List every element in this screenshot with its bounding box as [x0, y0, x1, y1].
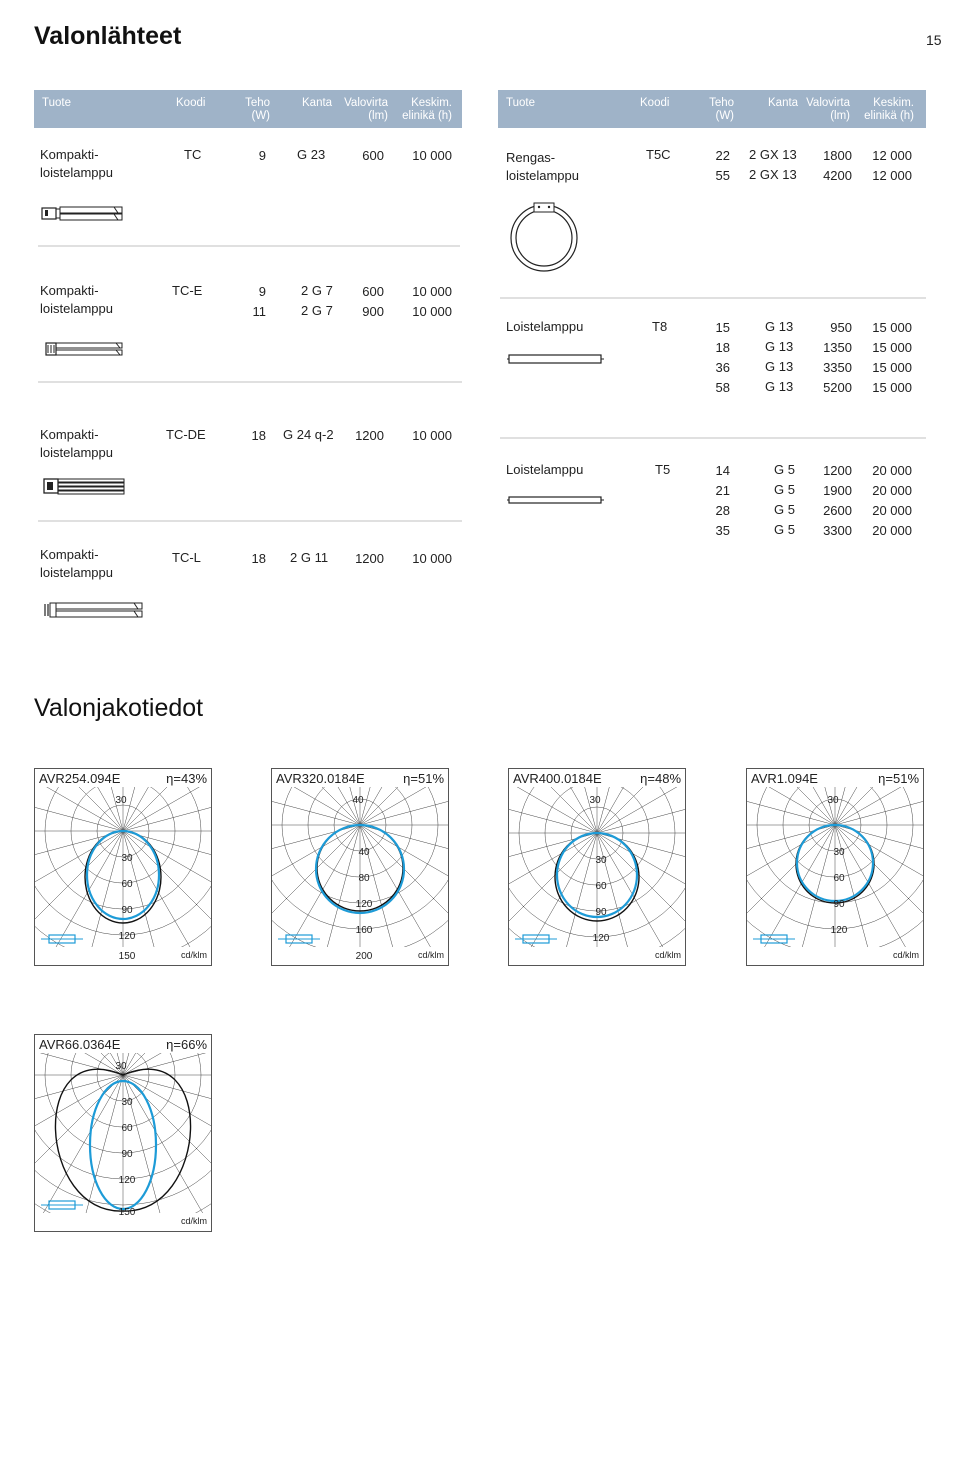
grid-ray — [123, 831, 211, 893]
grid-ray — [123, 1075, 211, 1195]
tc-lamp-icon — [40, 204, 126, 222]
grid-ray — [835, 825, 923, 887]
header-koodi: Koodi — [640, 97, 670, 109]
valovirta-value: 1200 — [823, 463, 852, 478]
header-elinika: Keskim. elinikä (h) — [864, 97, 914, 122]
kanta-value: G 24 q-2 — [283, 427, 334, 442]
teho-value: 55 — [715, 168, 730, 183]
diagram-efficiency: η=51% — [878, 771, 919, 786]
kanta-value: G 5 — [774, 462, 795, 477]
tc-de-lamp-icon — [42, 476, 128, 496]
scale-label: 150 — [118, 1207, 136, 1218]
light-distribution-diagram — [34, 768, 212, 966]
grid-ray — [35, 831, 123, 893]
elinika-value: 20 000 — [872, 483, 912, 498]
kanta-value: G 13 — [765, 379, 794, 394]
valovirta-value: 1900 — [823, 483, 852, 498]
scale-label: 150 — [118, 951, 136, 962]
grid-ray — [123, 1075, 211, 1231]
product-code: T5 — [655, 462, 671, 477]
unit-label: cd/klm — [180, 950, 207, 960]
grid-ray — [835, 825, 923, 965]
scale-label-top: 30 — [115, 795, 127, 806]
grid-ray — [35, 1075, 123, 1195]
valovirta-value: 1200 — [355, 428, 384, 443]
elinika-value: 10 000 — [412, 284, 452, 299]
scale-label: 200 — [355, 951, 373, 962]
scale-label: 90 — [595, 907, 607, 918]
header-teho: Teho (W) — [709, 97, 734, 122]
diagram-efficiency: η=51% — [403, 771, 444, 786]
elinika-value: 10 000 — [412, 148, 452, 163]
grid-ray — [835, 825, 923, 945]
scale-label: 40 — [358, 847, 370, 858]
product-code: T5C — [646, 147, 671, 162]
valovirta-value: 3350 — [823, 360, 852, 375]
header-tuote: Tuote — [42, 97, 71, 109]
product-name: loistelamppu — [40, 165, 113, 180]
diagram-code: AVR254.094E — [39, 771, 121, 786]
grid-ray — [747, 825, 835, 945]
valovirta-value: 900 — [362, 304, 384, 319]
header-valovirta: Valovirta (lm) — [344, 97, 388, 122]
product-code: TC-L — [172, 550, 201, 565]
valovirta-value: 3300 — [823, 523, 852, 538]
scale-label: 60 — [121, 1123, 133, 1134]
light-distribution-diagram — [271, 768, 449, 966]
scale-label: 30 — [833, 847, 845, 858]
elinika-value: 20 000 — [872, 503, 912, 518]
kanta-value: 2 GX 13 — [749, 167, 797, 182]
polar-plot — [509, 769, 685, 965]
elinika-value: 12 000 — [872, 148, 912, 163]
scale-label: 60 — [833, 873, 845, 884]
grid-ray — [35, 1075, 123, 1137]
product-code: TC — [184, 147, 202, 162]
product-name: Kompakti- — [40, 547, 99, 562]
divider — [38, 381, 462, 383]
kanta-value: G 5 — [774, 502, 795, 517]
header-elinika: Keskim. elinikä (h) — [402, 97, 452, 122]
valovirta-value: 600 — [362, 284, 384, 299]
page-number: 15 — [926, 32, 942, 48]
polar-plot — [747, 769, 923, 965]
scale-label: 90 — [833, 899, 845, 910]
diagram-code: AVR320.0184E — [276, 771, 365, 786]
grid-ray — [272, 825, 360, 945]
scale-label: 30 — [121, 1097, 133, 1108]
scale-label: 120 — [355, 899, 373, 910]
scale-label: 90 — [121, 905, 133, 916]
grid-ray — [747, 825, 835, 965]
diagram-efficiency: η=43% — [166, 771, 207, 786]
diagram-efficiency: η=66% — [166, 1037, 207, 1052]
grid-ray — [35, 1075, 123, 1231]
valovirta-value: 1350 — [823, 340, 852, 355]
elinika-value: 20 000 — [872, 523, 912, 538]
teho-value: 9 — [258, 284, 266, 299]
scale-label: 120 — [118, 931, 136, 942]
kanta-value: G 5 — [774, 522, 795, 537]
scale-label: 60 — [595, 881, 607, 892]
grid-ray — [123, 1075, 211, 1137]
header-valovirta: Valovirta (lm) — [806, 97, 850, 122]
valovirta-value: 2600 — [823, 503, 852, 518]
valovirta-value: 950 — [830, 320, 852, 335]
unit-label: cd/klm — [654, 950, 681, 960]
valovirta-value: 1200 — [355, 551, 384, 566]
teho-value: 22 — [715, 148, 730, 163]
elinika-value: 10 000 — [412, 304, 452, 319]
product-name: Rengas- — [506, 150, 556, 165]
valovirta-value: 600 — [362, 148, 384, 163]
valovirta-value: 1800 — [823, 148, 852, 163]
scale-label-top: 30 — [827, 795, 839, 806]
kanta-value: 2 GX 13 — [749, 147, 797, 162]
product-name: Loistelamppu — [506, 319, 584, 334]
divider — [500, 437, 926, 439]
grid-ray — [747, 825, 835, 965]
scale-label-top: 30 — [115, 1061, 127, 1072]
right-table-header — [498, 90, 926, 128]
grid-ray — [509, 833, 597, 953]
t8-tube-icon — [506, 353, 606, 365]
teho-value: 58 — [715, 380, 730, 395]
scale-label-top: 30 — [589, 795, 601, 806]
diagram-code: AVR400.0184E — [513, 771, 602, 786]
header-kanta: Kanta — [768, 97, 799, 109]
grid-ray — [272, 825, 360, 965]
diagram-efficiency: η=48% — [640, 771, 681, 786]
page-title: Valonlähteet — [34, 22, 182, 50]
grid-ray — [509, 833, 597, 895]
scale-label: 60 — [121, 879, 133, 890]
grid-ray — [835, 825, 923, 965]
scale-label: 30 — [595, 855, 607, 866]
header-tuote: Tuote — [506, 97, 535, 109]
grid-ray — [35, 831, 123, 951]
scale-label-top: 40 — [352, 795, 364, 806]
grid-ray — [360, 825, 448, 965]
product-code: TC-DE — [166, 427, 206, 442]
product-name: loistelamppu — [40, 565, 113, 580]
ring-lamp-icon — [506, 200, 582, 274]
kanta-value: 2 G 7 — [301, 303, 333, 318]
teho-value: 21 — [715, 483, 730, 498]
header-koodi: Koodi — [176, 97, 206, 109]
polar-plot — [35, 1035, 211, 1231]
light-distribution-diagram — [508, 768, 686, 966]
teho-value: 18 — [251, 551, 266, 566]
unit-label: cd/klm — [180, 1216, 207, 1226]
divider — [38, 520, 462, 522]
scale-label: 30 — [121, 853, 133, 864]
grid-ray — [747, 825, 835, 887]
light-distribution-diagram — [34, 1034, 212, 1232]
elinika-value: 20 000 — [872, 463, 912, 478]
kanta-value: G 5 — [774, 482, 795, 497]
teho-value: 18 — [251, 428, 266, 443]
header-kanta: Kanta — [302, 97, 333, 109]
kanta-value: G 13 — [765, 319, 794, 334]
grid-ray — [360, 825, 448, 945]
teho-value: 11 — [252, 304, 266, 319]
kanta-value: G 13 — [765, 339, 794, 354]
light-distribution-diagram — [746, 768, 924, 966]
grid-ray — [35, 1075, 123, 1231]
diagram-code: AVR1.094E — [751, 771, 818, 786]
valovirta-value: 4200 — [823, 168, 852, 183]
teho-value: 9 — [258, 148, 266, 163]
grid-ray — [272, 825, 360, 965]
diagram-code: AVR66.0364E — [39, 1037, 121, 1052]
product-name: loistelamppu — [506, 168, 579, 183]
divider — [500, 297, 926, 299]
unit-label: cd/klm — [892, 950, 919, 960]
teho-value: 18 — [715, 340, 730, 355]
scale-label: 120 — [118, 1175, 136, 1186]
scale-label: 80 — [358, 873, 370, 884]
grid-ray — [123, 1075, 211, 1231]
scale-label: 160 — [355, 925, 373, 936]
t5-tube-icon — [506, 495, 606, 505]
grid-ray — [535, 833, 597, 965]
kanta-value: G 13 — [765, 359, 794, 374]
product-name: Kompakti- — [40, 283, 99, 298]
scale-label: 120 — [830, 925, 848, 936]
kanta-value: 2 G 11 — [290, 550, 329, 565]
unit-label: cd/klm — [417, 950, 444, 960]
teho-value: 36 — [715, 360, 730, 375]
section-title: Valonjakotiedot — [34, 694, 204, 722]
grid-ray — [597, 833, 685, 895]
grid-ray — [123, 831, 211, 951]
tc-l-lamp-icon — [42, 600, 146, 620]
product-name: loistelamppu — [40, 301, 113, 316]
elinika-value: 15 000 — [872, 320, 912, 335]
polar-plot — [35, 769, 211, 965]
left-table-header — [34, 90, 462, 128]
tc-e-lamp-icon — [44, 340, 128, 358]
teho-value: 14 — [715, 463, 730, 478]
product-name: loistelamppu — [40, 445, 113, 460]
scale-label: 90 — [121, 1149, 133, 1160]
polar-plot — [272, 769, 448, 965]
divider — [38, 245, 460, 247]
elinika-value: 12 000 — [872, 168, 912, 183]
elinika-value: 15 000 — [872, 360, 912, 375]
grid-ray — [360, 825, 448, 965]
product-name: Kompakti- — [40, 427, 99, 442]
elinika-value: 15 000 — [872, 380, 912, 395]
kanta-value: G 23 — [297, 147, 326, 162]
header-teho: Teho (W) — [245, 97, 270, 122]
teho-value: 15 — [715, 320, 730, 335]
teho-value: 35 — [715, 523, 730, 538]
elinika-value: 15 000 — [872, 340, 912, 355]
grid-ray — [597, 833, 659, 965]
scale-label: 120 — [592, 933, 610, 944]
teho-value: 28 — [715, 503, 730, 518]
kanta-value: 2 G 7 — [301, 283, 333, 298]
valovirta-value: 5200 — [823, 380, 852, 395]
product-name: Loistelamppu — [506, 462, 584, 477]
product-code: T8 — [652, 319, 668, 334]
product-code: TC-E — [172, 283, 203, 298]
product-name: Kompakti- — [40, 147, 99, 162]
elinika-value: 10 000 — [412, 428, 452, 443]
grid-ray — [597, 833, 685, 953]
elinika-value: 10 000 — [412, 551, 452, 566]
